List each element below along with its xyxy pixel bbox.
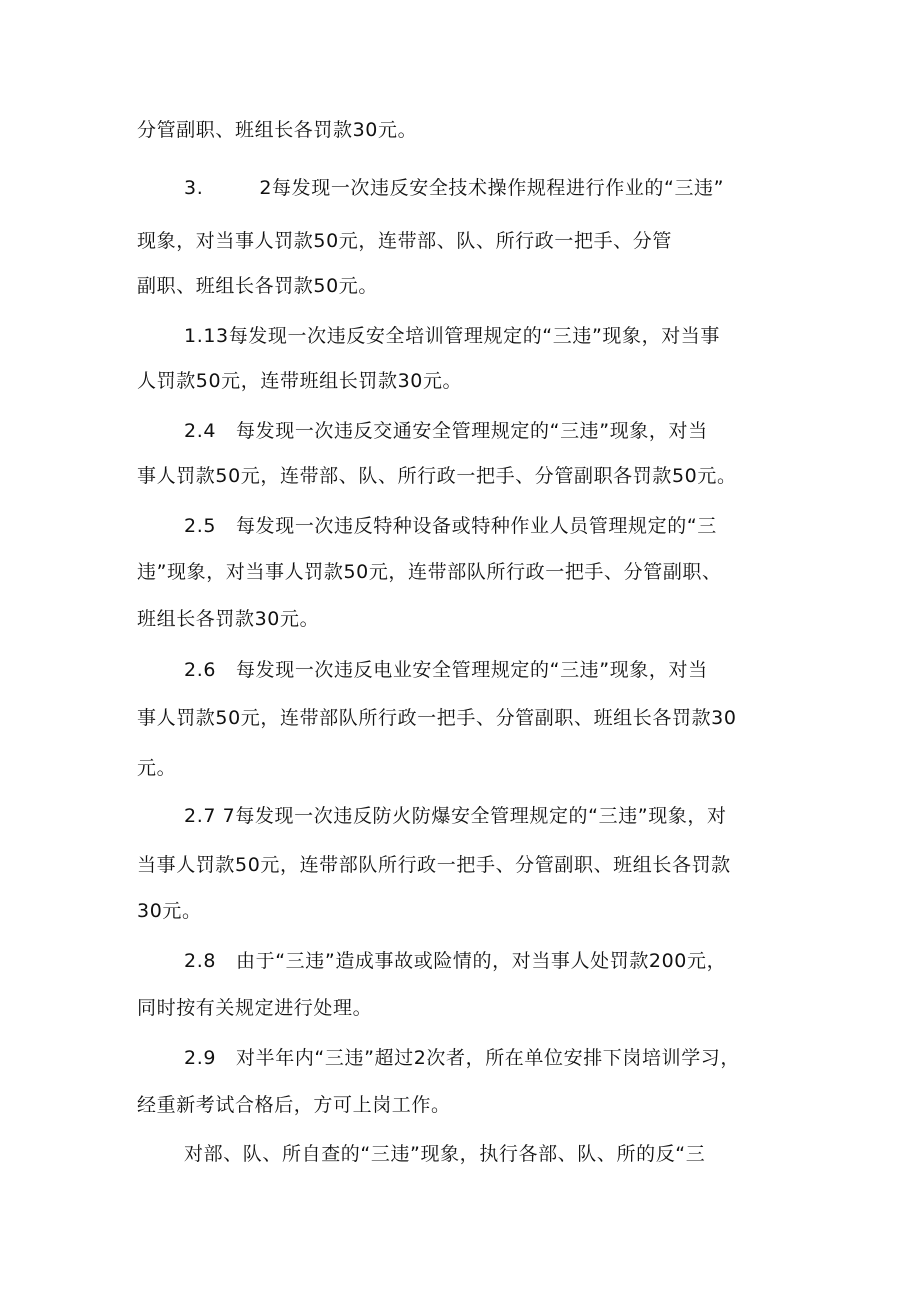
text-line: 2.7 7每发现一次违反防火防爆安全管理规定的“三违”现象，对: [184, 805, 727, 827]
text-line: 违”现象，对当事人罚款50元，连带部队所行政一把手、分管副职、: [137, 561, 722, 583]
text-line: [184, 176, 834, 200]
text-line: 1.13每发现一次违反安全培训管理规定的“三违”现象，对当事: [184, 325, 720, 347]
text-line: [184, 1046, 834, 1070]
clause-text: 由于“三违”造成事故或险情的，对当事人处罚款200元，: [236, 950, 727, 972]
text-line: 人罚款50元，连带班组长罚款30元。: [137, 370, 463, 392]
clause-number: 2.5: [184, 515, 217, 537]
clause-text: 2每发现一次违反安全技术操作规程进行作业的“三违”: [259, 177, 725, 199]
text-line: 同时按有关规定进行处理。: [137, 997, 373, 1019]
clause-number: 2.9: [184, 1047, 217, 1069]
text-line: [184, 658, 834, 682]
text-line: [184, 514, 834, 538]
clause-number: 3.: [184, 177, 204, 199]
clause-text: 每发现一次违反特种设备或特种作业人员管理规定的“三: [236, 515, 717, 537]
clause-text: 每发现一次违反电业安全管理规定的“三违”现象，对当: [236, 659, 708, 681]
text-line: 副职、班组长各罚款50元。: [137, 275, 378, 297]
text-line: 30元。: [137, 900, 202, 922]
clause-text: 每发现一次违反交通安全管理规定的“三违”现象，对当: [236, 420, 708, 442]
text-line: 现象，对当事人罚款50元，连带部、队、所行政一把手、分管: [137, 230, 672, 252]
text-line: 对部、队、所自查的“三违”现象，执行各部、队、所的反“三: [184, 1143, 706, 1165]
clause-text: 对半年内“三违”超过2次者，所在单位安排下岗培训学习，: [236, 1047, 741, 1069]
text-line: 当事人罚款50元，连带部队所行政一把手、分管副职、班组长各罚款: [137, 854, 731, 876]
text-line: 事人罚款50元，连带部队所行政一把手、分管副职、班组长各罚款30: [137, 707, 737, 729]
text-line: 事人罚款50元，连带部、队、所行政一把手、分管副职各罚款50元。: [137, 465, 737, 487]
text-line: [184, 949, 834, 973]
clause-number: 2.8: [184, 950, 217, 972]
text-line: 班组长各罚款30元。: [137, 608, 320, 630]
text-line: [184, 419, 834, 443]
clause-number: 2.4: [184, 420, 217, 442]
clause-number: 2.6: [184, 659, 217, 681]
text-line: 经重新考试合格后，方可上岗工作。: [137, 1094, 451, 1116]
text-line: 元。: [137, 757, 177, 779]
text-line: 分管副职、班组长各罚款30元。: [137, 119, 418, 141]
